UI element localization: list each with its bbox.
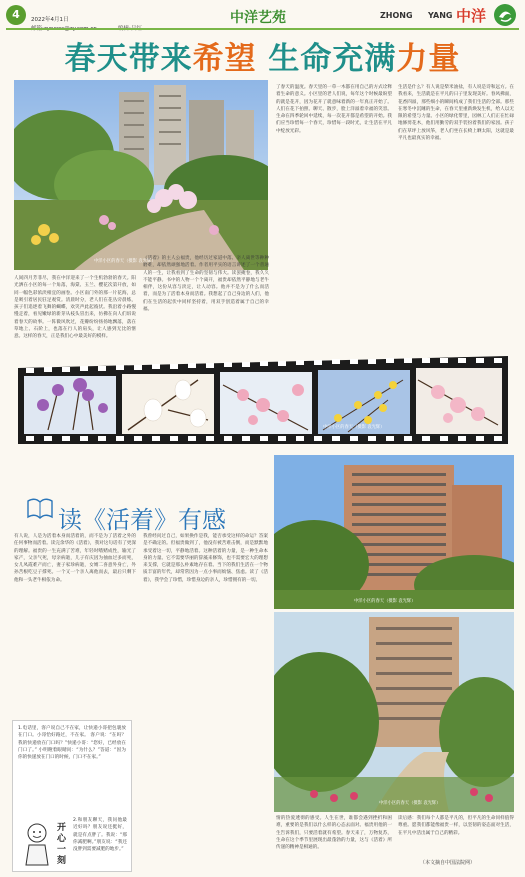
article2-col4: 读后感：我们每个人都是平凡的，但平凡的生命同样值得尊重。愿我们都能像福贵一样，以坚韧的姿态面对生活，在平凡中活出属于自己的精彩。 bbox=[398, 816, 514, 836]
article1-col4: 生活是什么？有人说是柴米油盐，有人说是诗和远方。在我看来，生活就是在平凡的日子里发现美好。春风拂面，花香四溢，那些细小的瞬间构成了我们生活的全部。那些在寒冬中沉睡的生命，在春天里重新焕发生机，给人以无限的希望与力量。小区的绿化带里，园林工人们正在忙碌地修剪花木，他们用勤劳的双手装扮着我们的家园。孩子们在草坪上放风筝，老人们坐在长椅上晒太阳，这就是最平凡也最真实的幸福。 bbox=[398, 85, 514, 142]
page-number: 4 bbox=[6, 5, 26, 25]
cartoon-figure-icon bbox=[19, 821, 55, 867]
humor-item-1: 1.电话里，客户说自己不在家，让快递小哥把包裹放在门口。小哥恰好路过，不在家。 bbox=[18, 726, 126, 739]
article2-source: （本文摘自中国法院网） bbox=[420, 860, 476, 866]
email-info bbox=[31, 15, 97, 34]
humor-item-4: 2.和朋友聊天，我问他最近好吗？朋友说还挺好，就是有点胖了。我说：“那你减肥啊。”朋友说：“我还没胖到需要减肥的地步。” bbox=[73, 818, 127, 853]
header-divider bbox=[6, 28, 519, 30]
residence-path-photo bbox=[274, 612, 514, 812]
filmstrip-caption: 中洋小区的春天（摄影 袁光辉） bbox=[323, 425, 385, 430]
apartment-photo bbox=[274, 455, 514, 609]
humor-item-2: 客户说：“在吗？我的快递放在门口吗？”快递小哥：“您好，已经放在门口了。” bbox=[18, 733, 126, 753]
apartment-photo-caption: 中洋小区的春天（摄影 袁光辉） bbox=[354, 599, 416, 604]
article2-col3: 情的热爱透彻的感受。人生在世，谁都会遇到挫折和困难，重要的是我们以什么样的心态去面对。福贵用他的一生告诉我们，只要活着就有希望。春天来了，万物复苏，生命在这个季节里展现出最蓬勃的力量，这与《活着》所传递的精神是相通的。 bbox=[276, 816, 392, 851]
garden-photo bbox=[14, 80, 268, 270]
editor-info bbox=[118, 15, 142, 34]
humor-sidebar bbox=[12, 720, 132, 872]
brand-latin-2: YANG bbox=[428, 11, 453, 20]
main-headline: 春天带来希望 生命充满力量 bbox=[64, 41, 461, 77]
article1-col3: 了春天的温度。春天里的一草一木都在用自己的方式诠释着生命的意义。小区里的老人们说，每年这个时候最盼望的就是花开，因为花开了就意味着新的一年真正开始了。人们在花下拍照、聊天、散步，脸上洋溢着幸福的笑容。生命在四季轮回中延续，每一次花开都是希望的开始。我们应当珍惜每一个春天，珍惜每一段时光，让生活在平凡中绽放光彩。 bbox=[276, 85, 392, 134]
issue-date: 2022年4月1日 bbox=[31, 17, 69, 23]
open-book-icon bbox=[25, 493, 55, 523]
zhongyang-logo-icon bbox=[493, 3, 517, 27]
article2-col1: 有人说，人是为活着本身而活着的，而不是为了活着之外的任何事物而活着。读完余华的《活着》，我对这句话有了更深的理解。福贵的一生充满了苦难，年轻时嗜赌成性，输光了家产，父亲气死，母亲病逝，儿子有庆因为抽血过多而死，女儿凤霞难产而亡，妻子家珍病逝，女婿二喜意外身亡，外孙苦根吃豆子撑死。一个又一个亲人离他而去，最后只剩下他和一头老牛相依为命。 bbox=[14, 534, 136, 583]
article1-col1: 人间四月芳菲尽，我在中洋迎来了一个生机勃勃的春天。阳光洒在小区的每一个角落，海棠、玉兰、樱花次第开放，如同一幅色彩浓淡相宜的画卷。小区南门外的那一片花海，总是吸引着居民驻足观赏。清晨时分，老人们在花丛旁晨练，孩子们追逐着飞舞的蝴蝶，欢笑声此起彼伏。我沿着小路慢慢走着，看见嫩绿的新芽从枝头冒出来，仿佛在向人们诉说着春天的故事。一阵微风吹过，花瓣纷纷扬扬地飘落，落在草地上、石阶上，也落在行人的肩头，让人感到无比的惬意。这样的春天，正是我们心中最美好的模样。 bbox=[14, 276, 136, 340]
humor-item-3: 小明瞪着眼睛问：“为什么？”答道：“因为你的快递放在门口的时候，门口不在家。” bbox=[18, 747, 126, 761]
garden-photo-caption: 中洋小区的春天（摄影 袁光辉） bbox=[94, 259, 156, 264]
article2-col2: 我曾经问过自己，如果换作是我，能否承受这样的命运？答案是不确定的。但福贵做到了，他没有被苦难击倒，而是默默地承受着这一切，平静地活着。这种活着的力量，是一种生命本身的力量。它不需要华丽的辞藻来修饰，也不需要宏大的理想来支撑，它就是那么朴素地存在着。当下的我们生活在一个物质丰富的年代，却常常因为一点小事而烦恼、焦虑。读了《活着》，我学会了珍惜，珍惜身边的亲人，珍惜拥有的一切。 bbox=[143, 534, 268, 583]
page-header bbox=[0, 0, 525, 28]
brand-cn: 中洋 bbox=[456, 7, 487, 25]
filmstrip-gallery bbox=[18, 350, 508, 450]
brand-latin-1: ZHONG bbox=[380, 11, 413, 20]
article2-title: 读《活着》有感 bbox=[58, 506, 226, 534]
humor-text bbox=[18, 725, 126, 817]
residence-path-caption: 中洋小区的春天（摄影 袁光辉） bbox=[379, 801, 441, 806]
section-name: 中洋艺苑 bbox=[230, 10, 286, 26]
article1-col2: 《活着》的主人公福贵，他经历过家道中落、亲人离世等种种磨难，却依然顽强地活着。作者用平实的语言讲述了一个普通人的一生，让我看到了生命的坚韧与伟大。读罢掩卷，我久久不能平静。书中的人物一个个离开，福贵却依然平静地与老牛相伴，这份从容与淡定，让人动容。他并不是为了什么而活着，而是为了活着本身而活着。我想起了自己身边的人们，他们在生活的起伏中同样坚持着，用双手创造着属于自己的幸福。 bbox=[143, 256, 269, 313]
humor-title: 开心一刻 bbox=[57, 823, 67, 866]
